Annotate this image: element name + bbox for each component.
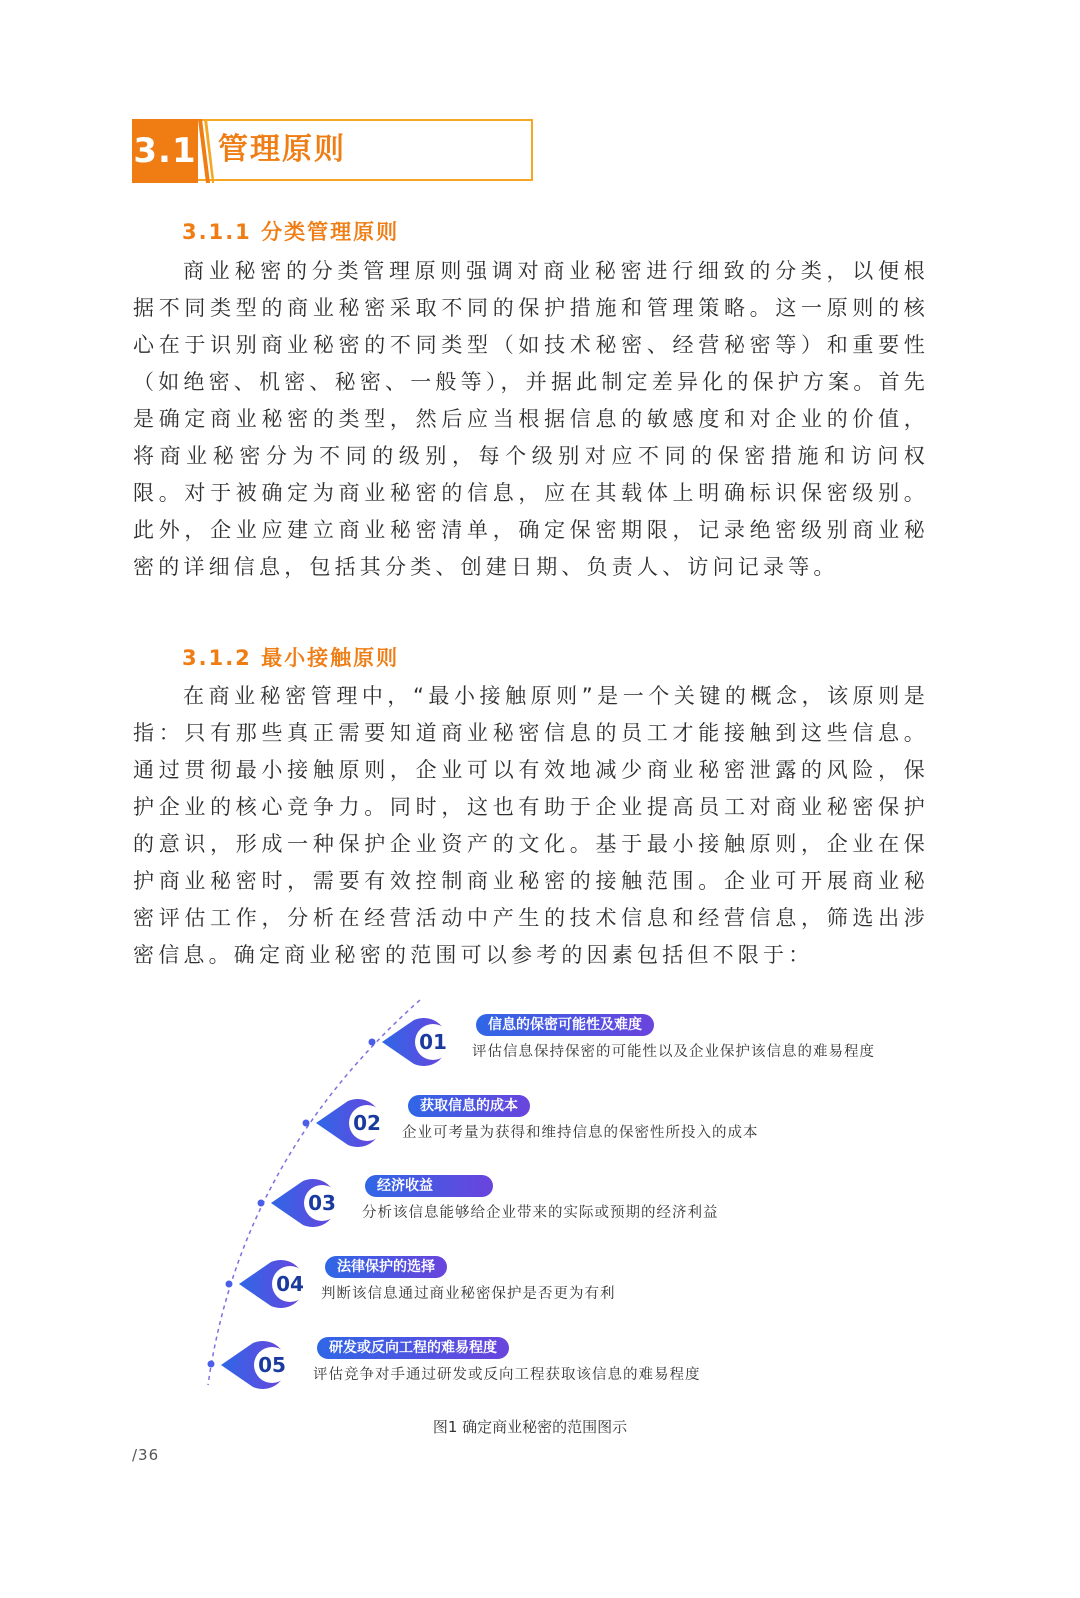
item-number: 01 — [419, 1030, 447, 1054]
section-title: 管理原则 — [218, 132, 346, 167]
figure-caption: 图1 确定商业秘密的范围图示 — [432, 1418, 628, 1436]
number-marker — [380, 1012, 458, 1072]
item-number: 02 — [353, 1111, 381, 1135]
diagram-item-2 — [314, 1093, 874, 1153]
arc-dot-3 — [258, 1200, 265, 1207]
subsection-heading-2: 3.1.2 最小接触原则 — [182, 646, 400, 670]
scope-diagram — [0, 990, 1080, 1410]
arc-dot-1 — [369, 1039, 376, 1046]
item-description: 企业可考量为获得和维持信息的保密性所投入的成本 — [402, 1125, 759, 1141]
item-title: 获取信息的成本 — [408, 1095, 530, 1117]
subsection-heading-1: 3.1.1 分类管理原则 — [182, 220, 400, 244]
number-marker — [269, 1173, 347, 1233]
item-number: 04 — [276, 1272, 304, 1296]
page-number: /36 — [132, 1446, 160, 1464]
arc-dot-4 — [226, 1281, 233, 1288]
paragraph-1: 商业秘密的分类管理原则强调对商业秘密进行细致的分类，以便根据不同类型的商业秘密采取不同的保护措施和管理策略。这一原则的核心在于识别商业秘密的不同类型（如技术秘密、经营秘密等）和重要性（如绝密、机密、秘密、一般等），并据此制定差异化的保护方案。首先是确定商业秘密的类型，然后应当根据信息的敏感度和对企业的价值，将商业秘密分为不同的级别，每个级别对应不同的保密措施和访问权限。对于被确定为商业秘密的信息，应在其载体上明确标识保密级别。此外，企业应建立商业秘密清单，确定保密期限，记录绝密级别商业秘密的详细信息，包括其分类、创建日期、负责人、访问记录等。 — [133, 259, 929, 579]
item-description: 评估信息保持保密的可能性以及企业保护该信息的难易程度 — [472, 1044, 875, 1060]
number-marker — [219, 1335, 297, 1395]
item-description: 判断该信息通过商业秘密保护是否更为有利 — [321, 1286, 616, 1302]
item-title: 信息的保密可能性及难度 — [476, 1014, 654, 1036]
arc-dot-5 — [208, 1361, 215, 1368]
item-description: 评估竞争对手通过研发或反向工程获取该信息的难易程度 — [313, 1367, 701, 1383]
number-marker — [314, 1093, 392, 1153]
arc-dot-2 — [303, 1120, 310, 1127]
item-number: 03 — [308, 1191, 336, 1215]
item-title: 经济收益 — [365, 1175, 493, 1197]
item-title: 研发或反向工程的难易程度 — [317, 1337, 509, 1359]
stripes-decoration — [198, 119, 214, 183]
diagram-item-3 — [269, 1173, 829, 1233]
section-number: 3.1 — [132, 119, 198, 183]
diagram-item-4 — [237, 1254, 797, 1314]
paragraph-2: 在商业秘密管理中，“最小接触原则”是一个关键的概念，该原则是指：只有那些真正需要知道商业秘密信息的员工才能接触到这些信息。通过贯彻最小接触原则，企业可以有效地减少商业秘密泄露的风险，保护企业的核心竞争力。同时，这也有助于企业提高员工对商业秘密保护的意识，形成一种保护企业资产的文化。基于最小接触原则，企业在保护商业秘密时，需要有效控制商业秘密的接触范围。企业可开展商业秘密评估工作，分析在经营活动中产生的技术信息和经营信息，筛选出涉密信息。确定商业秘密的范围可以参考的因素包括但不限于： — [133, 684, 929, 967]
diagram-item-5 — [219, 1335, 819, 1395]
diagram-item-1 — [380, 1012, 940, 1072]
number-marker — [237, 1254, 315, 1314]
item-description: 分析该信息能够给企业带来的实际或预期的经济利益 — [362, 1205, 719, 1221]
section-header — [132, 119, 533, 181]
item-number: 05 — [258, 1353, 286, 1377]
item-title: 法律保护的选择 — [325, 1256, 447, 1278]
